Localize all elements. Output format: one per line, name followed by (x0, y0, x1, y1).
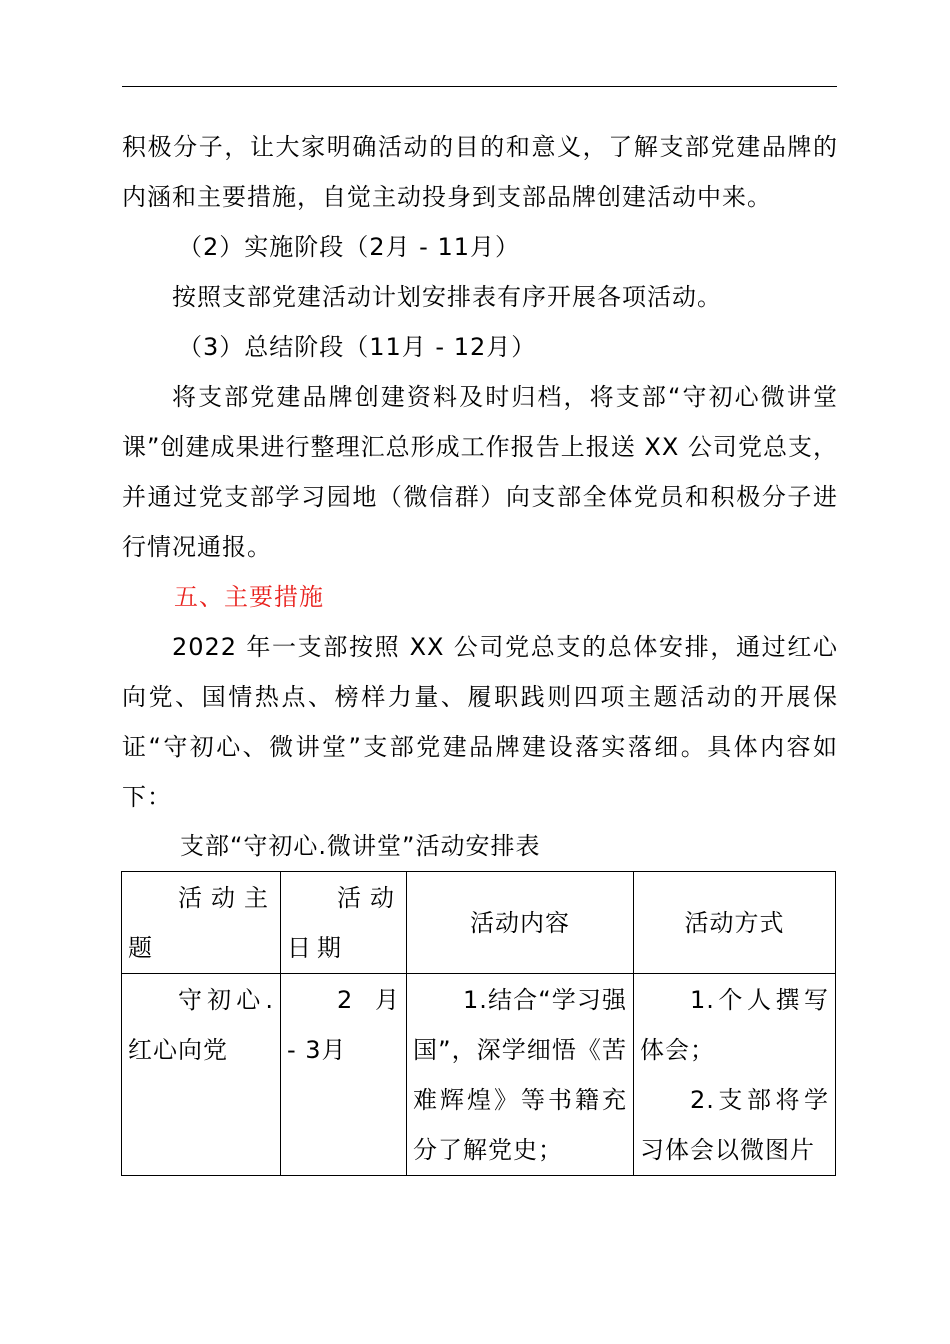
activity-schedule-table (121, 871, 836, 1176)
header-theme: 活动主题 (122, 872, 281, 974)
section-heading: 五、主要措施 (174, 583, 324, 611)
table-row (122, 974, 836, 1176)
method-item: 2.支部将学习体会以微图片 (640, 1086, 829, 1164)
cell-method (634, 974, 836, 1176)
phase-summary-text: 将支部党建品牌创建资料及时归档，将支部“守初心微讲堂课”创建成果进行整理汇总形成工作报告上报送 XX 公司党总支，并通过党支部学习园地（微信群）向支部全体党员和积极分子进行情况通报。 (122, 383, 838, 561)
cell-content: 1.结合“学习强国”，深学细悟《苦难辉煌》等书籍充分了解党史； (407, 974, 634, 1176)
phase-implementation-heading: （2）实施阶段（2月 - 11月） (178, 233, 520, 261)
header-content: 活动内容 (407, 872, 634, 974)
document-body (122, 122, 838, 868)
phase-implementation-text: 按照支部党建活动计划安排表有序开展各项活动。 (172, 283, 722, 311)
phase-summary-heading: （3）总结阶段（11月 - 12月） (178, 333, 537, 361)
table-header-row (122, 872, 836, 974)
table-caption: 支部“守初心.微讲堂”活动安排表 (180, 832, 541, 860)
header-date: 活动日期 (281, 872, 407, 974)
measures-paragraph: 2022 年一支部按照 XX 公司党总支的总体安排，通过红心向党、国情热点、榜样力量、履职践则四项主题活动的开展保证“守初心、微讲堂”支部党建品牌建设落实落细。具体内容如下： (122, 633, 838, 811)
method-item: 1.个人撰写体会； (640, 986, 829, 1064)
paragraph-continuation: 积极分子，让大家明确活动的目的和意义，了解支部党建品牌的内涵和主要措施，自觉主动投身到支部品牌创建活动中来。 (122, 133, 838, 211)
header-method: 活动方式 (634, 872, 836, 974)
cell-theme: 守初心.红心向党 (122, 974, 281, 1176)
cell-date: 2 月 - 3月 (281, 974, 407, 1176)
header-rule (122, 86, 837, 87)
